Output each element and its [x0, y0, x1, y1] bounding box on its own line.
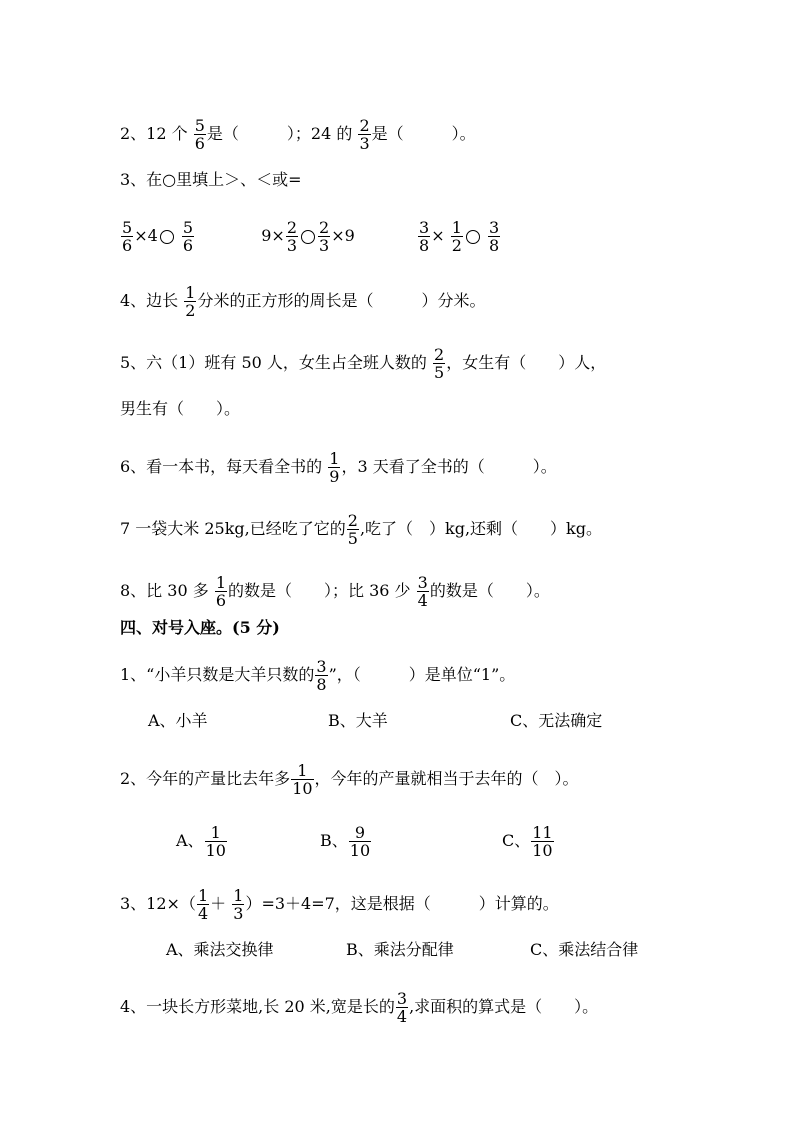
option-c[interactable]: C、乘法结合律 [530, 940, 639, 959]
option-b[interactable]: B、大羊 [328, 711, 388, 730]
choice-question-1: 1、“小羊只数是大羊只数的 $\frac{3}{8}$ ”，（ ）是单位“1”。 [120, 657, 516, 694]
section-4-heading: 四、对号入座。(5 分) [120, 618, 280, 637]
option-a[interactable]: A、 $\frac{1}{10}$ [176, 823, 226, 860]
option-b[interactable]: B、 $\frac{9}{10}$ [320, 823, 371, 860]
option-c[interactable]: C、无法确定 [510, 711, 603, 730]
option-a[interactable]: A、小羊 [148, 711, 208, 730]
fraction: $\frac{2}{3}$ [359, 116, 370, 153]
option-b[interactable]: B、乘法分配律 [346, 940, 454, 959]
option-a[interactable]: A、乘法交换律 [166, 940, 274, 959]
expression-2: 9× $\frac{2}{3}$ $\frac{2}{3}$ ×9 [261, 218, 355, 255]
choice-question-4: 4、一块长方形菜地,长 20 米,宽是长的 $\frac{3}{4}$ ,求面积的算式是（ ）。 [120, 989, 599, 1026]
compare-circle[interactable] [466, 230, 480, 244]
choice-question-2: 2、今年的产量比去年多 $\frac{1}{10}$ ，今年的产量就相当于去年的（ ）。 [120, 761, 579, 798]
fraction: $\frac{5}{6}$ [194, 116, 205, 153]
expression-3: $\frac{3}{8}$ × $\frac{1}{2}$ $\frac{3}{8}$ [419, 218, 500, 255]
question-2: 2、12 个 $\frac{5}{6}$ 是（ ）；24 的 $\frac{2}{3}$ 是（ ）。 [120, 116, 476, 153]
question-3-title: 3、在○里填上＞、＜或= [120, 170, 302, 189]
question-8: 8、比 30 多 $\frac{1}{6}$ 的数是（ ）；比 36 少 $\frac{3}{4}$ 的数是（ ）。 [120, 573, 550, 610]
question-5: 5、六（1）班有 50 人，女生占全班人数的 $\frac{2}{5}$ ，女生有（ ）人， [120, 345, 607, 382]
question-6: 6、看一本书，每天看全书的 $\frac{1}{9}$ ，3 天看了全书的（ ）。 [120, 449, 557, 486]
question-4: 4、边长 $\frac{1}{2}$ 分米的正方形的周长是（ ）分米。 [120, 283, 486, 320]
compare-circle[interactable] [160, 230, 174, 244]
expression-1: $\frac{5}{6}$ ×4 $\frac{5}{6}$ [122, 218, 194, 255]
compare-circle[interactable] [301, 230, 315, 244]
question-7: 7 一袋大米 25kg,已经吃了它的 $\frac{2}{5}$ ,吃了（ ）kg,还剩（ ）kg。 [120, 511, 602, 548]
option-c[interactable]: C、 $\frac{11}{10}$ [502, 823, 553, 860]
question-5-cont: 男生有（ ）。 [120, 399, 241, 418]
question-3-expressions [120, 219, 501, 254]
choice-question-3: 3、12×（ $\frac{1}{4}$ ＋ $\frac{1}{3}$ ）=3＋4=7，这是根据（ ）计算的。 [120, 886, 559, 923]
